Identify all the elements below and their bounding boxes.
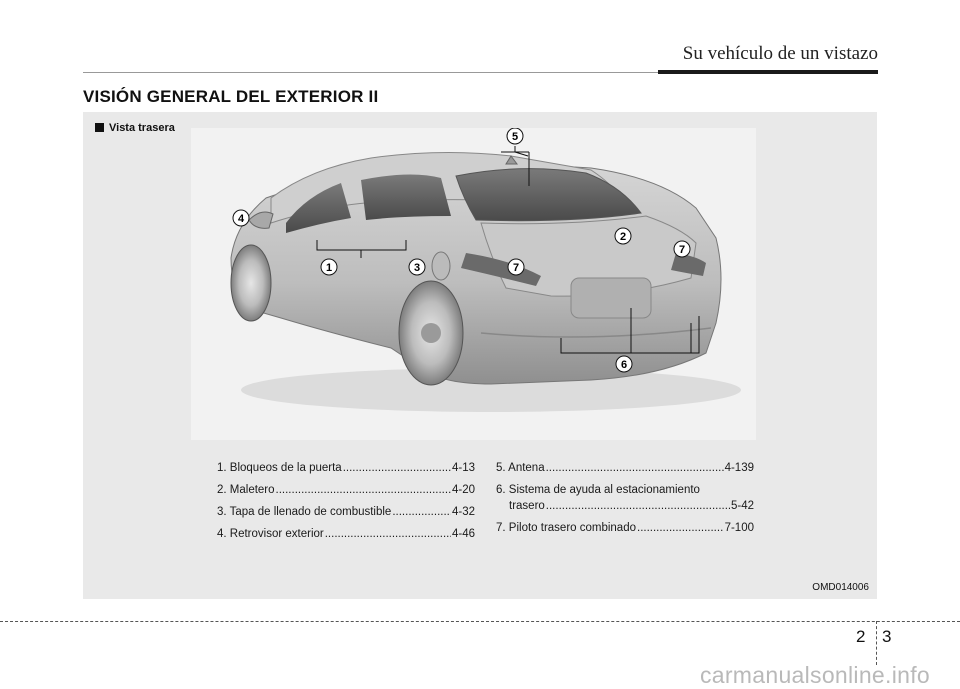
- legend-item: 7. Piloto trasero combinado ..... 7-100: [496, 522, 754, 544]
- svg-text:7: 7: [512, 262, 520, 274]
- callout-1: [321, 259, 337, 275]
- legend-right-column: [496, 462, 754, 544]
- view-label: [95, 122, 175, 134]
- side-window-rear: [361, 174, 451, 220]
- header-title: Su vehículo de un vistazo: [682, 43, 878, 64]
- section-title: VISIÓN GENERAL DEL EXTERIOR II: [83, 87, 379, 106]
- callout-7b: [674, 241, 690, 257]
- legend-item: 2. Maletero ..... 4-20: [217, 484, 475, 506]
- svg-text:3: 3: [413, 262, 421, 274]
- front-wheel: [231, 245, 271, 321]
- view-label-text: Vista trasera: [109, 122, 175, 134]
- svg-text:7: 7: [678, 244, 686, 256]
- svg-text:2: 2: [619, 231, 627, 243]
- footer-rule: [0, 621, 960, 622]
- svg-text:4: 4: [237, 213, 245, 225]
- car-rear-view-svg: [191, 128, 756, 440]
- car-illustration: [191, 128, 756, 440]
- chapter-number: 2: [856, 627, 866, 646]
- page-divider: [876, 621, 877, 665]
- watermark: carmanualsonline.info: [699, 662, 930, 688]
- svg-text:5: 5: [511, 131, 519, 143]
- svg-text:6: 6: [620, 359, 628, 371]
- figure-code: OMD014006: [812, 582, 869, 593]
- figure-panel: [83, 112, 877, 599]
- legend-item: 1. Bloqueos de la puerta ..... 4-13: [217, 462, 475, 484]
- svg-text:1: 1: [325, 262, 333, 274]
- plate-recess: [571, 278, 651, 318]
- legend-left-column: [217, 462, 475, 550]
- header-bar: [658, 70, 878, 74]
- rear-wheel-hub: [421, 323, 441, 343]
- callout-5: [507, 128, 523, 144]
- legend-item: 3. Tapa de llenado de combustible ..... 4-32: [217, 506, 475, 528]
- legend-item: 5. Antena ..... 4-139: [496, 462, 754, 484]
- callout-7a: [508, 259, 524, 275]
- fuel-door: [432, 252, 450, 280]
- callout-4: [233, 210, 249, 226]
- legend-item: 4. Retrovisor exterior ..... 4-46: [217, 528, 475, 550]
- legend-item: 6. Sistema de ayuda al estacionamiento trasero ..... 5-42: [496, 484, 754, 522]
- callout-2: [615, 228, 631, 244]
- callout-3: [409, 259, 425, 275]
- callout-6: [616, 356, 632, 372]
- page-number: 3: [882, 627, 892, 646]
- square-bullet-icon: [95, 123, 104, 132]
